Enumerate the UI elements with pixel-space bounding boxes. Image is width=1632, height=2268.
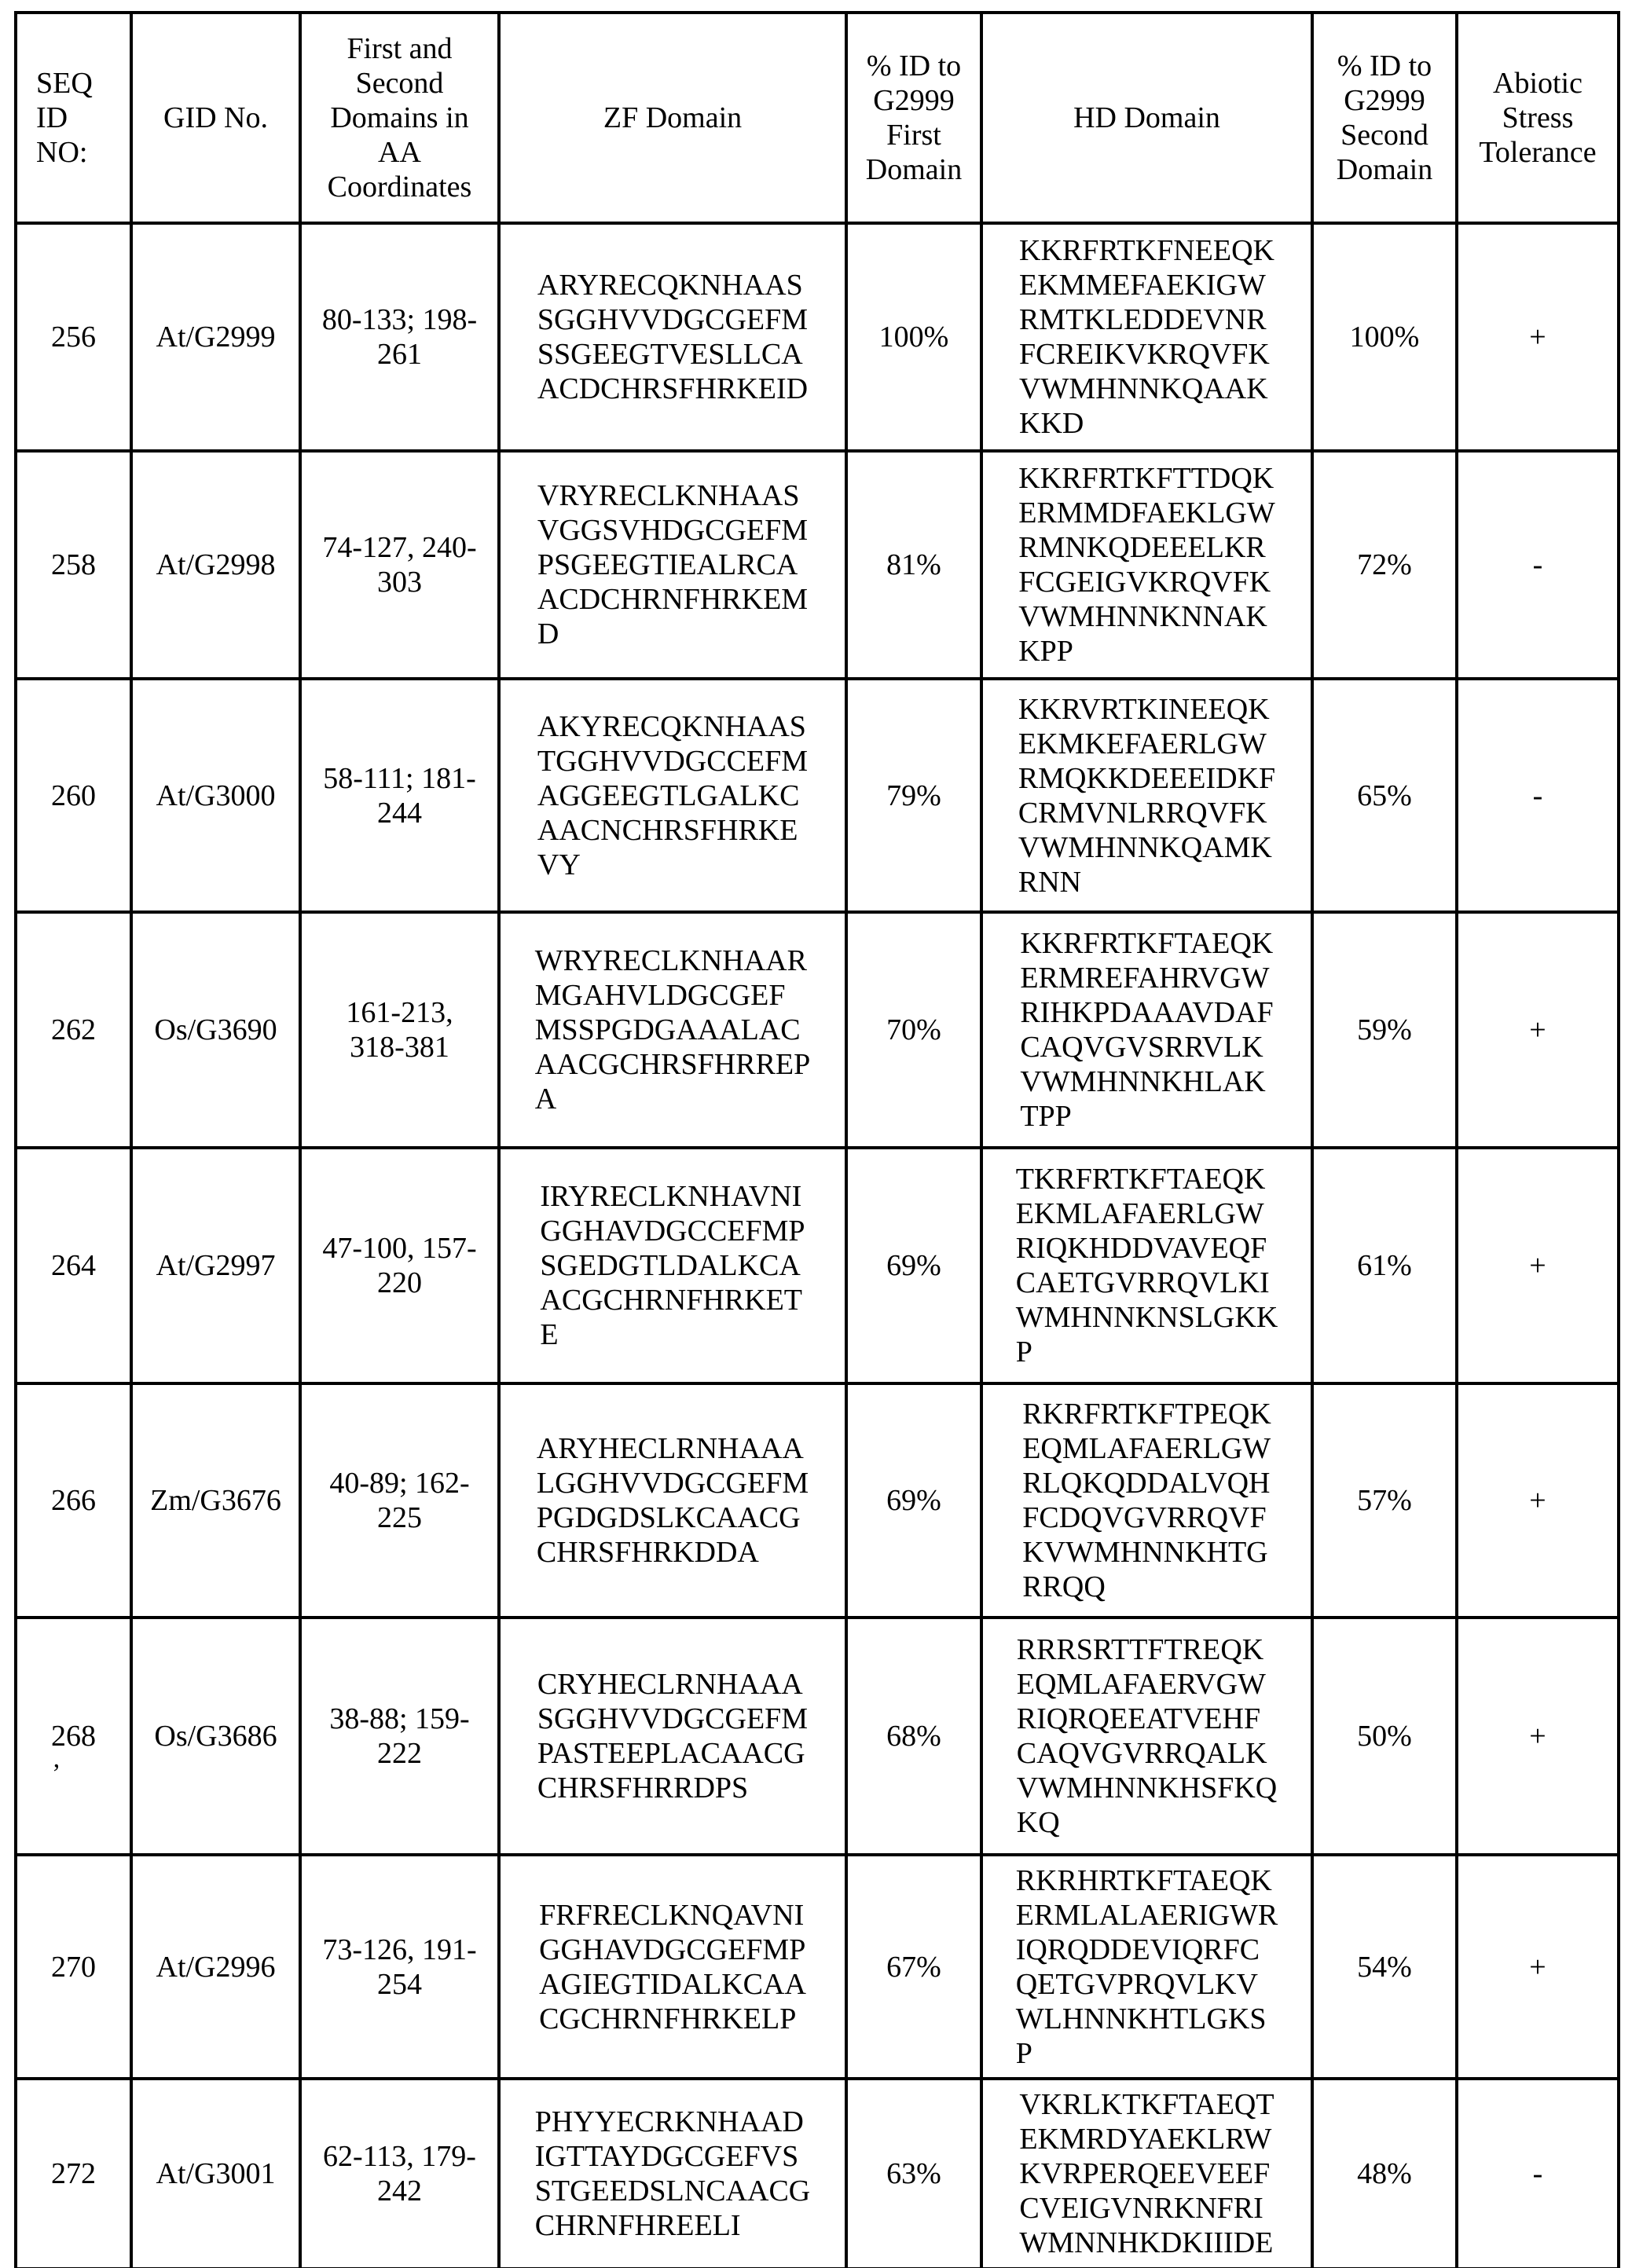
tolerance-cell: + (1457, 1618, 1619, 1855)
pct-first-cell: 69% (846, 1383, 981, 1618)
seq-id-cell: 260 (16, 679, 131, 912)
header-gid: GID No. (131, 13, 300, 223)
coordinates-cell: 74-127, 240- 303 (300, 451, 499, 679)
tolerance-cell: + (1457, 223, 1619, 451)
table-row (16, 1148, 1619, 1383)
gid-cell: At/G2998 (131, 451, 300, 679)
pct-second-cell: 65% (1312, 679, 1457, 912)
seq-id-cell: 268 ’ (16, 1618, 131, 1855)
hd-domain-cell: VKRLKTKFTAEQT EKMRDYAEKLRW KVRPERQEEVEEF CVEIGVNRKNFRI WMNNHKDKIIIDE (981, 2079, 1312, 2268)
gid-cell: At/G2999 (131, 223, 300, 451)
hd-domain-cell: TKRFRTKFTAEQK EKMLAFAERLGW RIQKHDDVAVEQF CAETGVRRQVLKI WMHNNKNSLGKK P (981, 1148, 1312, 1383)
gid-cell: At/G3000 (131, 679, 300, 912)
coordinates-cell: 73-126, 191- 254 (300, 1855, 499, 2079)
header-pct-second: % ID to G2999 Second Domain (1312, 13, 1457, 223)
sequence-table (14, 11, 1620, 2268)
pct-second-cell: 57% (1312, 1383, 1457, 1618)
pct-first-cell: 100% (846, 223, 981, 451)
table-row (16, 679, 1619, 912)
coordinates-cell: 58-111; 181- 244 (300, 679, 499, 912)
header-row (16, 13, 1619, 223)
table-row (16, 1618, 1619, 1855)
gid-cell: Zm/G3676 (131, 1383, 300, 1618)
pct-second-cell: 100% (1312, 223, 1457, 451)
zf-domain-cell: CRYHECLRNHAAA SGGHVVDGCGEFM PASTEEPLACAACG CHRSFHRRDPS (499, 1618, 846, 1855)
seq-id-cell: 266 (16, 1383, 131, 1618)
zf-domain-cell: ARYHECLRNHAAA LGGHVVDGCGEFM PGDGDSLKCAACG CHRSFHRKDDA (499, 1383, 846, 1618)
hd-domain-cell: RRRSRTTFTREQK EQMLAFAERVGW RIQRQEEATVEHF CAQVGVRRQALK VWMHNNKHSFKQ KQ (981, 1618, 1312, 1855)
gid-cell: At/G3001 (131, 2079, 300, 2268)
tolerance-cell: + (1457, 1855, 1619, 2079)
table-row (16, 451, 1619, 679)
tolerance-cell: - (1457, 451, 1619, 679)
gid-cell: Os/G3690 (131, 912, 300, 1148)
gid-cell: At/G2996 (131, 1855, 300, 2079)
pct-second-cell: 61% (1312, 1148, 1457, 1383)
header-tolerance: Abiotic Stress Tolerance (1457, 13, 1619, 223)
zf-domain-cell: PHYYECRKNHAAD IGTTAYDGCGEFVS STGEEDSLNCAACG CHRNFHREELI (499, 2079, 846, 2268)
header-seq-id: SEQ ID NO: (16, 13, 131, 223)
header-zf-domain: ZF Domain (499, 13, 846, 223)
coordinates-cell: 40-89; 162- 225 (300, 1383, 499, 1618)
zf-domain-cell: FRFRECLKNQAVNI GGHAVDGCGEFMP AGIEGTIDALKCAA CGCHRNFHRKELP (499, 1855, 846, 2079)
header-coordinates: First and Second Domains in AA Coordinates (300, 13, 499, 223)
zf-domain-cell: WRYRECLKNHAAR MGAHVLDGCGEF MSSPGDGAAALAC AACGCHRSFHRREP A (499, 912, 846, 1148)
table-row (16, 1855, 1619, 2079)
tolerance-cell: + (1457, 1148, 1619, 1383)
hd-domain-cell: KKRFRTKFTTDQK ERMMDFAEKLGW RMNKQDEEELKR FCGEIGVKRQVFK VWMHNNKNNAK KPP (981, 451, 1312, 679)
header-hd-domain: HD Domain (981, 13, 1312, 223)
hd-domain-cell: KKRFRTKFTAEQK ERMREFAHRVGW RIHKPDAAAVDAF CAQVGVSRRVLK VWMHNNKHLAK TPP (981, 912, 1312, 1148)
zf-domain-cell: ARYRECQKNHAAS SGGHVVDGCGEFM SSGEEGTVESLLCA ACDCHRSFHRKEID (499, 223, 846, 451)
coordinates-cell: 47-100, 157- 220 (300, 1148, 499, 1383)
pct-second-cell: 59% (1312, 912, 1457, 1148)
hd-domain-cell: KKRFRTKFNEEQK EKMMEFAEKIGW RMTKLEDDEVNR FCREIKVKRQVFK VWMHNNKQAAK KKD (981, 223, 1312, 451)
seq-id-cell: 270 (16, 1855, 131, 2079)
table-row (16, 2079, 1619, 2268)
coordinates-cell: 62-113, 179- 242 (300, 2079, 499, 2268)
header-pct-first: % ID to G2999 First Domain (846, 13, 981, 223)
hd-domain-cell: RKRFRTKFTPEQK EQMLAFAERLGW RLQKQDDALVQH FCDQVGVRRQVF KVWMHNNKHTG RRQQ (981, 1383, 1312, 1618)
zf-domain-cell: IRYRECLKNHAVNI GGHAVDGCCEFMP SGEDGTLDALKCA ACGCHRNFHRKET E (499, 1148, 846, 1383)
pct-first-cell: 81% (846, 451, 981, 679)
tolerance-cell: - (1457, 2079, 1619, 2268)
hd-domain-cell: KKRVRTKINEEQK EKMKEFAERLGW RMQKKDEEEIDKF CRMVNLRRQVFK VWMHNNKQAMK RNN (981, 679, 1312, 912)
seq-id-cell: 272 (16, 2079, 131, 2268)
pct-second-cell: 72% (1312, 451, 1457, 679)
pct-first-cell: 68% (846, 1618, 981, 1855)
seq-id-cell: 264 (16, 1148, 131, 1383)
table-row (16, 912, 1619, 1148)
zf-domain-cell: AKYRECQKNHAAS TGGHVVDGCCEFM AGGEEGTLGALKC AACNCHRSFHRKE VY (499, 679, 846, 912)
tolerance-cell: + (1457, 912, 1619, 1148)
stray-mark: ’ (52, 1759, 61, 1788)
table-row (16, 1383, 1619, 1618)
seq-id-cell: 256 (16, 223, 131, 451)
pct-first-cell: 69% (846, 1148, 981, 1383)
pct-second-cell: 48% (1312, 2079, 1457, 2268)
pct-first-cell: 79% (846, 679, 981, 912)
tolerance-cell: + (1457, 1383, 1619, 1618)
pct-first-cell: 70% (846, 912, 981, 1148)
gid-cell: Os/G3686 (131, 1618, 300, 1855)
pct-second-cell: 54% (1312, 1855, 1457, 2079)
gid-cell: At/G2997 (131, 1148, 300, 1383)
tolerance-cell: - (1457, 679, 1619, 912)
coordinates-cell: 80-133; 198- 261 (300, 223, 499, 451)
seq-id-cell: 258 (16, 451, 131, 679)
table-row (16, 223, 1619, 451)
hd-domain-cell: RKRHRTKFTAEQK ERMLALAERIGWR IQRQDDEVIQRFC QETGVPRQVLKV WLHNNKHTLGKS P (981, 1855, 1312, 2079)
zf-domain-cell: VRYRECLKNHAAS VGGSVHDGCGEFM PSGEEGTIEALRCA ACDCHRNFHRKEM D (499, 451, 846, 679)
pct-first-cell: 63% (846, 2079, 981, 2268)
coordinates-cell: 38-88; 159- 222 (300, 1618, 499, 1855)
coordinates-cell: 161-213, 318-381 (300, 912, 499, 1148)
pct-second-cell: 50% (1312, 1618, 1457, 1855)
pct-first-cell: 67% (846, 1855, 981, 2079)
seq-id-cell: 262 (16, 912, 131, 1148)
